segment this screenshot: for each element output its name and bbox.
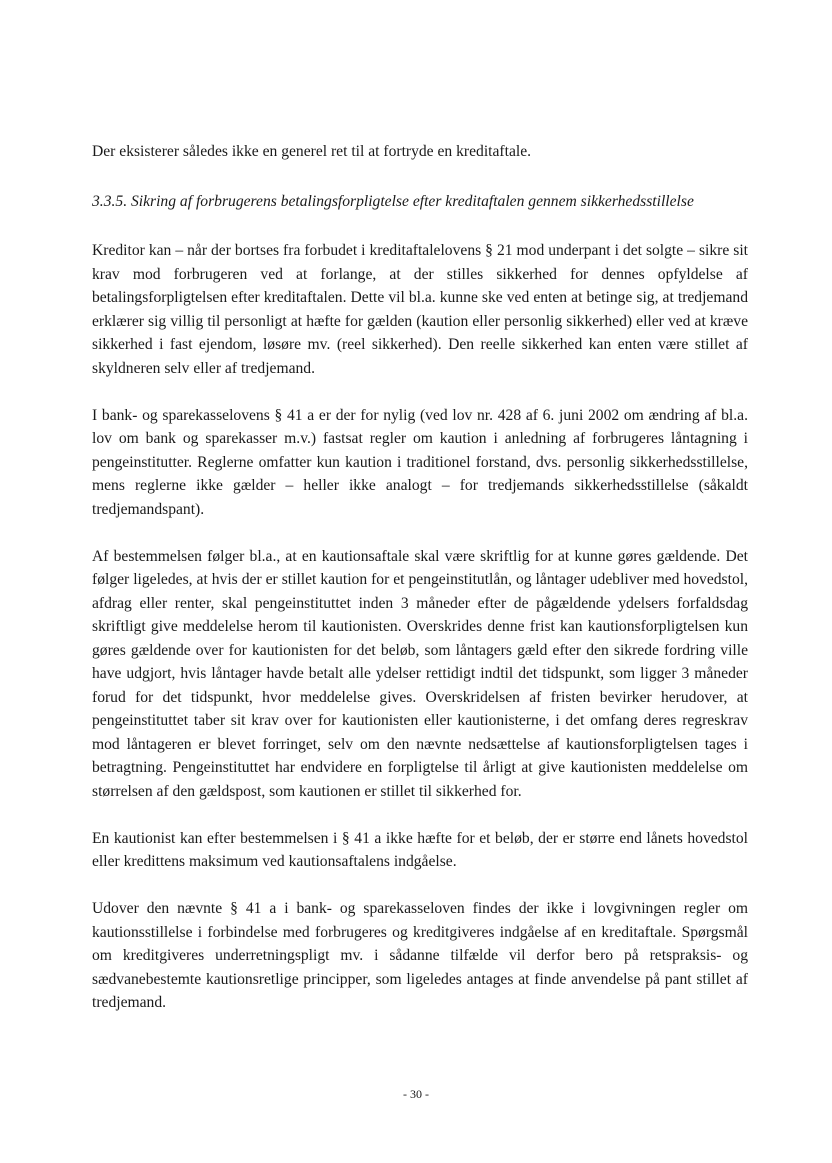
body-paragraph-3: Af bestemmelsen følger bl.a., at en kautionsaftale skal være skriftlig for at kunne gøres gældende. Det følger ligeledes, at hvis der er stillet kaution for et pengeinstitutlån, og låntager udebliver med hovedstol, afdrag eller renter, skal pengeinstituttet inden 3 måneder efter de pågældende ydelsers forfaldsdag skriftligt give meddelelse herom til kautionisten. Overskrides denne frist kan kautionsforpligtelsen kun gøres gældende over for kautionisten for det beløb, som låntagers gæld efter den sikrede fordring ville have udgjort, hvis låntager havde betalt alle ydelser rettidigt indtil det tidspunkt, som ligger 3 måneder forud for det tidspunkt, hvor meddelelse gives. Overskridelsen af fristen bevirker herudover, at pengeinstituttet taber sit krav over for kautionisten eller kautionisterne, i det omfang deres regreskrav mod låntageren er blevet forringet, selv om den nævnte nedsættelse af kautionsforpligtelsen tages i betragtning. Pengeinstituttet har endvidere en forpligtelse til årligt at give kautionisten meddelelse om størrelsen af den gældspost, som kautionen er stillet til sikkerhed for.	[92, 547, 748, 800]
document-page	[92, 140, 748, 1015]
body-paragraph-2: I bank- og sparekasselovens § 41 a er der for nylig (ved lov nr. 428 af 6. juni 2002 om ændring af bl.a. lov om bank og sparekasser m.v.) fastsat regler om kaution i anledning af forbrugeres låntagning i pengeinstitutter. Reglerne omfatter kun kaution i traditionel forstand, dvs. personlig sikkerhedsstillelse, mens reglerne ikke gælder – heller ikke analogt – for tredjemands sikkerhedsstillelse (såkaldt tredjemandspant).	[92, 406, 748, 518]
page-number: - 30 -	[403, 1087, 429, 1101]
body-paragraph-1: Kreditor kan – når der bortses fra forbudet i kreditaftalelovens § 21 mod underpant i det solgte – sikre sit krav mod forbrugeren ved at forlange, at der stilles sikkerhed for dennes opfyldelse af betalingsforpligtelsen efter kreditaftalen. Dette vil bl.a. kunne ske ved enten at betinge sig, at tredjemand erklærer sig villig til personligt at hæfte for gælden (kaution eller personlig sikkerhed) eller ved at kræve sikkerhed i fast ejendom, løsøre mv. (reel sikkerhed). Den reelle sikkerhed kan enten være stillet af skyldneren selv eller af tredjemand.	[92, 242, 748, 377]
body-paragraph-5: Udover den nævnte § 41 a i bank- og sparekasseloven findes der ikke i lovgivningen regler om kautionsstillelse i forbindelse med forbrugeres og kreditgiveres indgåelse af en kreditaftale. Spørgsmål om kreditgiveres underretningspligt mv. i sådanne tilfælde vil derfor bero på retspraksis- og sædvanebestemte kautionsretlige principper, som ligeledes antages at finde anvendelse på pant stillet af tredjemand.	[92, 900, 748, 1011]
body-paragraph-4: En kautionist kan efter bestemmelsen i § 41 a ikke hæfte for et beløb, der er større end lånets hovedstol eller kredittens maksimum ved kautionsaftalens indgåelse.	[92, 829, 748, 870]
section-heading: 3.3.5. Sikring af forbrugerens betalingsforpligtelse efter kreditaftalen gennem sikkerhedsstillelse	[92, 192, 694, 210]
intro-paragraph: Der eksisterer således ikke en generel ret til at fortryde en kreditaftale.	[92, 143, 532, 160]
